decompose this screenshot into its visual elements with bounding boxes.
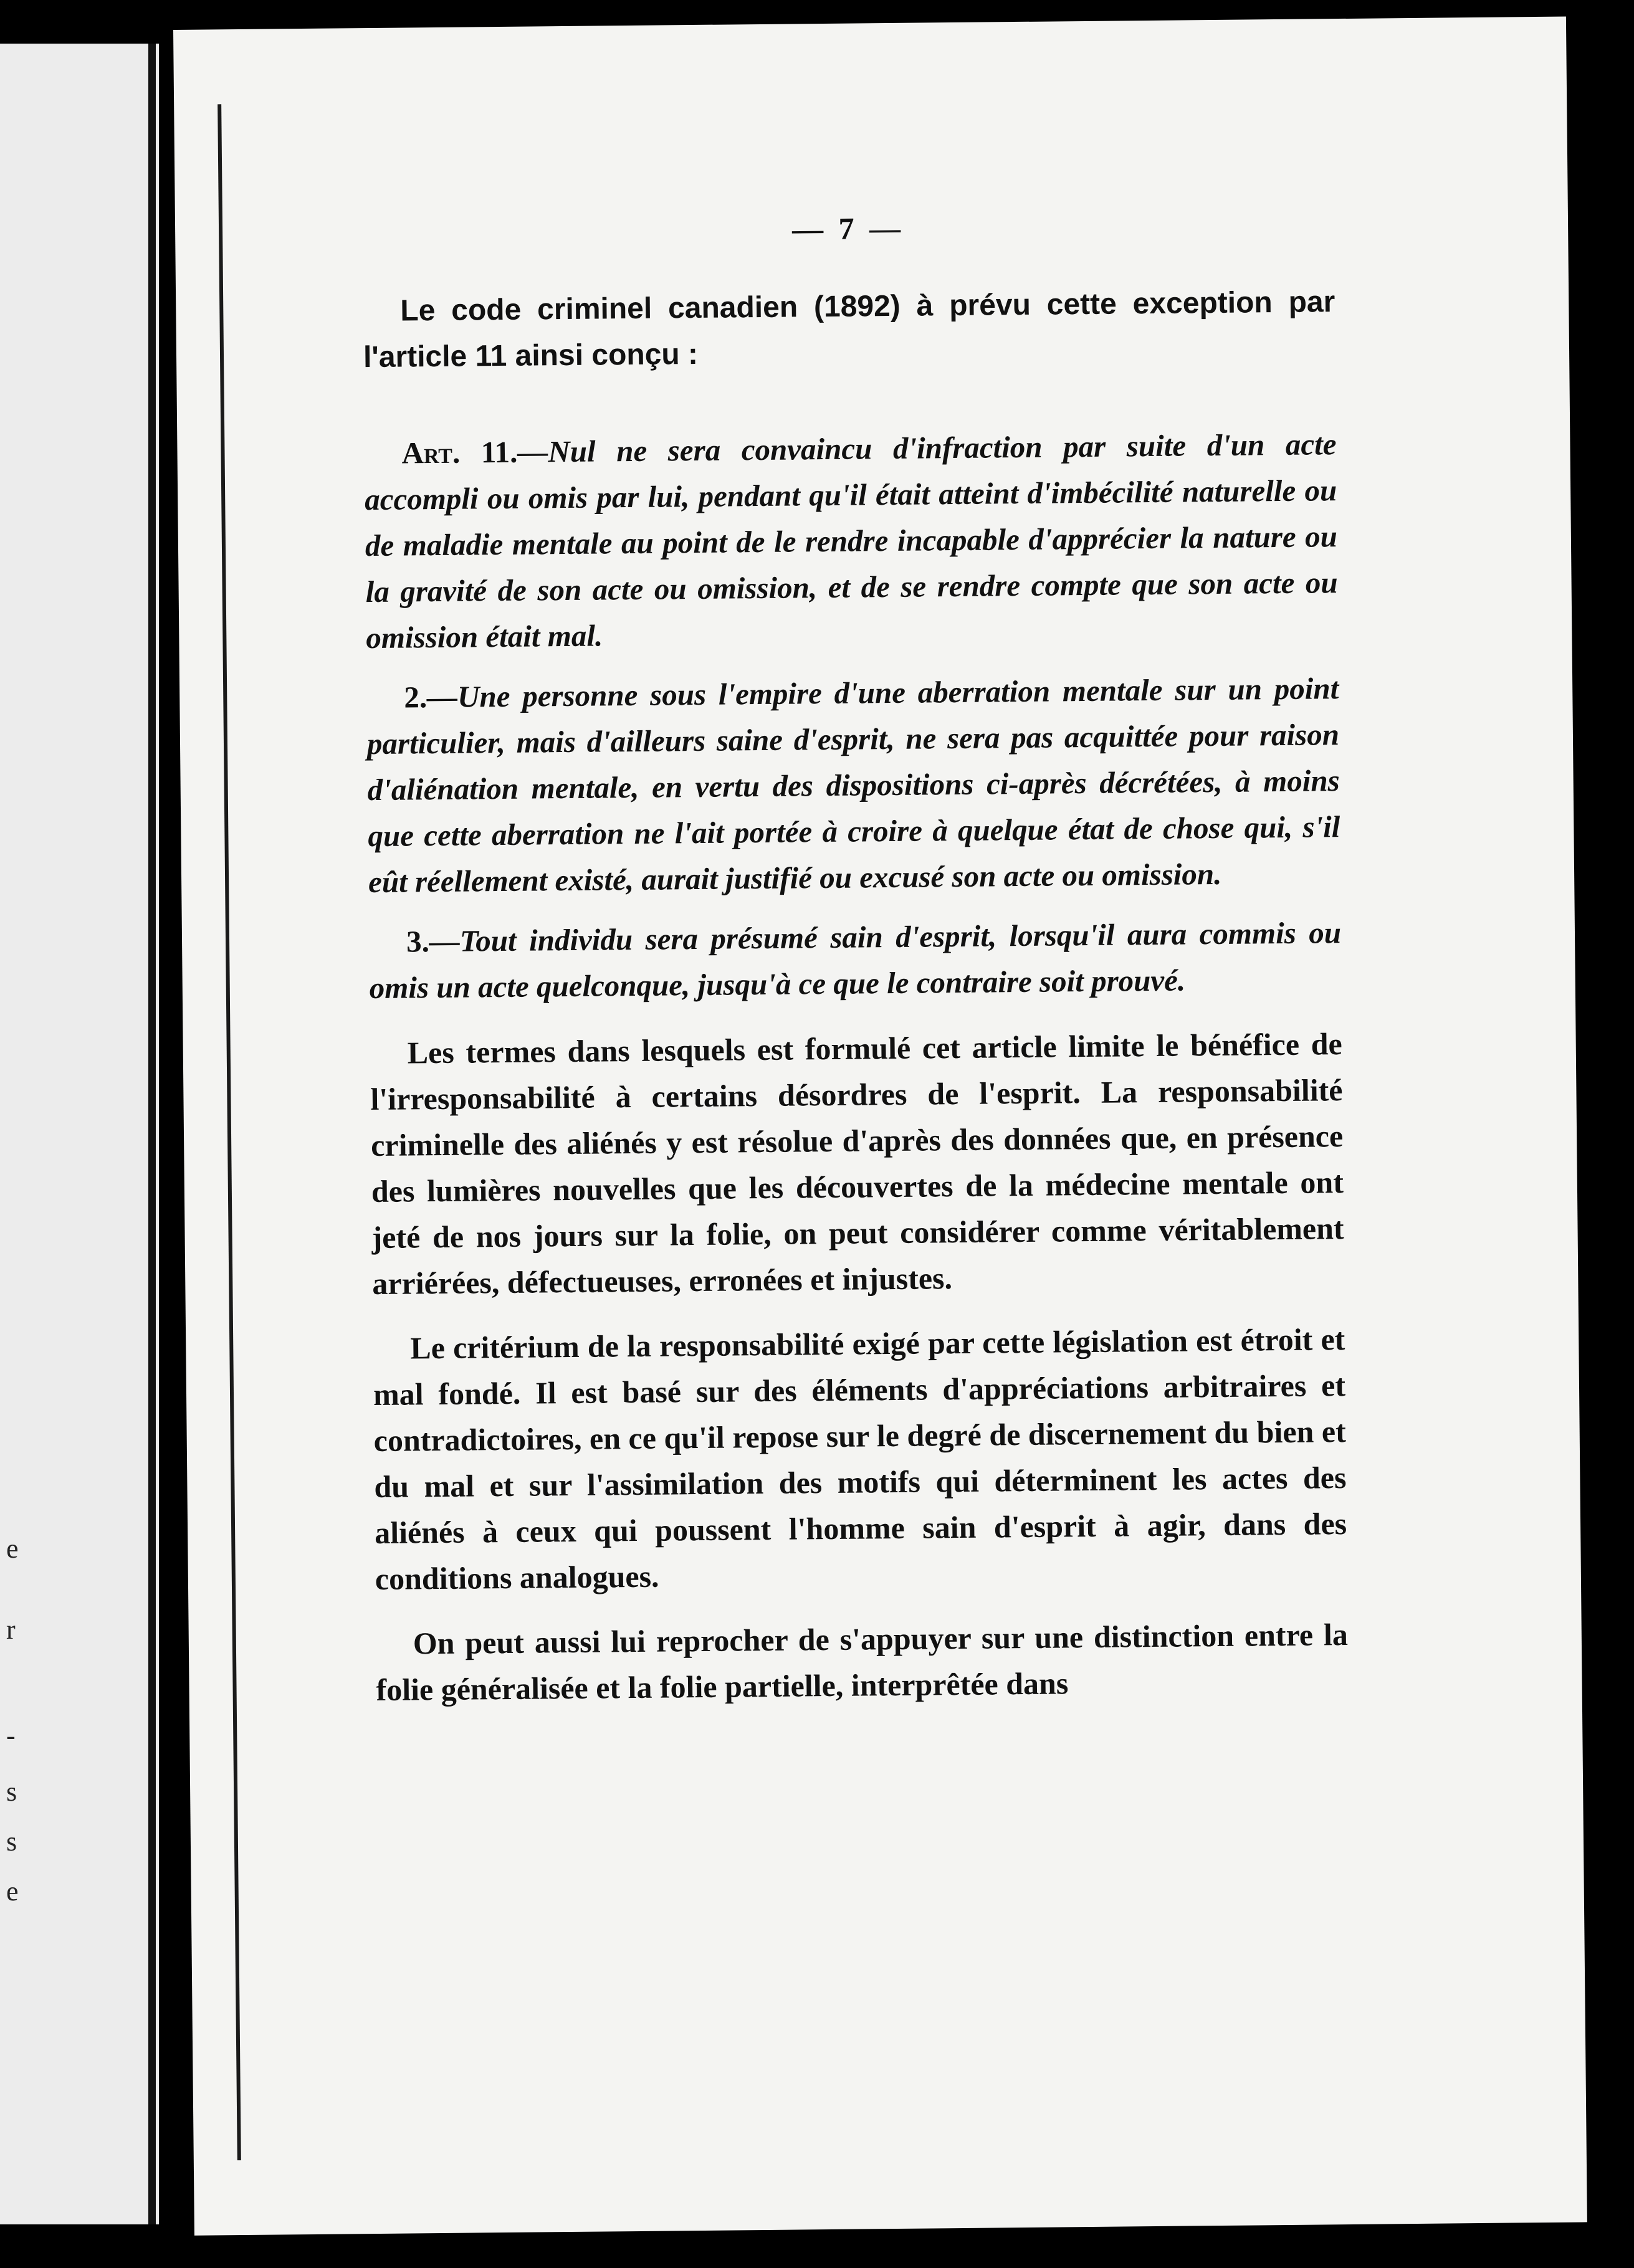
article-subnumber-3: 3. <box>406 924 430 959</box>
body-text <box>370 1021 1348 1713</box>
article-paragraph-1 <box>364 421 1338 661</box>
article-text-2: —Une personne sous l'empire d'une aberration mentale sur un point particulier, mais d'ailleurs saine d'esprit, ne sera pas acquittée pour raison d'aliénation mentale, en vertu des dispositions ci-après décrétées, à moins que cette aberration ne l'ait portée à croire à quelque état de chose qui, s'il eût réellement existé, aurait justifié ou excusé son acte ou omission. <box>366 671 1340 900</box>
article-text-1: —Nul ne sera convaincu d'infraction par suite d'un acte accompli ou omis par lui, pendant qu'il était atteint d'imbécilité naturelle ou de maladie mentale au point de le rendre incapable d'apprécier la nature ou la gravité de son acte ou omission, et de se rendre compte que son acte ou omission était mal. <box>364 427 1338 655</box>
article-label: Art. <box>401 435 461 470</box>
gutter-line <box>148 44 156 2224</box>
article-subnumber-2: 2. <box>404 680 428 715</box>
body-paragraph: Le critérium de la responsabilité exigé par cette législation est étroit et mal fondé. Il est basé sur des éléments d'appréciations arbitraires et contradictoires, en ce qu'il repose sur le degré de discernement du bien et du mal et sur l'assimilation des motifs qui déterminent les actes des aliénés à ceux qui poussent l'homme sain d'esprit à agir, dans des conditions analogues. <box>373 1322 1347 1597</box>
margin-fragment: r <box>6 1614 16 1645</box>
page-content <box>362 206 1349 1713</box>
scanned-page <box>173 17 1587 2236</box>
intro-paragraph: Le code criminel canadien (1892) à prévu cette exception par l'article 11 ainsi conçu : <box>363 285 1335 374</box>
article-paragraph-2 <box>366 665 1340 905</box>
body-paragraph: On peut aussi lui reprocher de s'appuyer sur une distinction entre la folie généralisée et la folie partielle, interprêtée dans <box>376 1617 1349 1707</box>
margin-fragment: s <box>6 1776 17 1807</box>
body-paragraph: Les termes dans lesquels est formulé cet article limite le bénéfice de l'irresponsabilité à certains désordres de l'esprit. La responsabilité criminelle des aliénés y est résolue d'après des données que, en présence des lumières nouvelles que les découvertes de la médecine mentale ont jeté de nos jours sur la folie, on peut considérer comme véritablement arriérées, défectueuses, erronées et injustes. <box>370 1026 1344 1302</box>
adjacent-page-sliver <box>0 44 159 2224</box>
article-paragraph-3 <box>369 910 1342 1011</box>
article-text-3: —Tout individu sera présumé sain d'esprit, lorsqu'il aura commis ou omis un acte quelconque, jusqu'à ce que le contraire soit prouvé. <box>369 915 1342 1006</box>
page-border-line <box>217 104 241 2160</box>
article-quote <box>364 421 1342 1011</box>
page-number: — 7 — <box>791 210 905 247</box>
margin-fragment: e <box>6 1533 19 1564</box>
article-number: 11. <box>480 434 518 470</box>
margin-fragment: s <box>6 1826 17 1857</box>
margin-fragment: - <box>6 1720 16 1751</box>
margin-fragment: e <box>6 1876 19 1907</box>
